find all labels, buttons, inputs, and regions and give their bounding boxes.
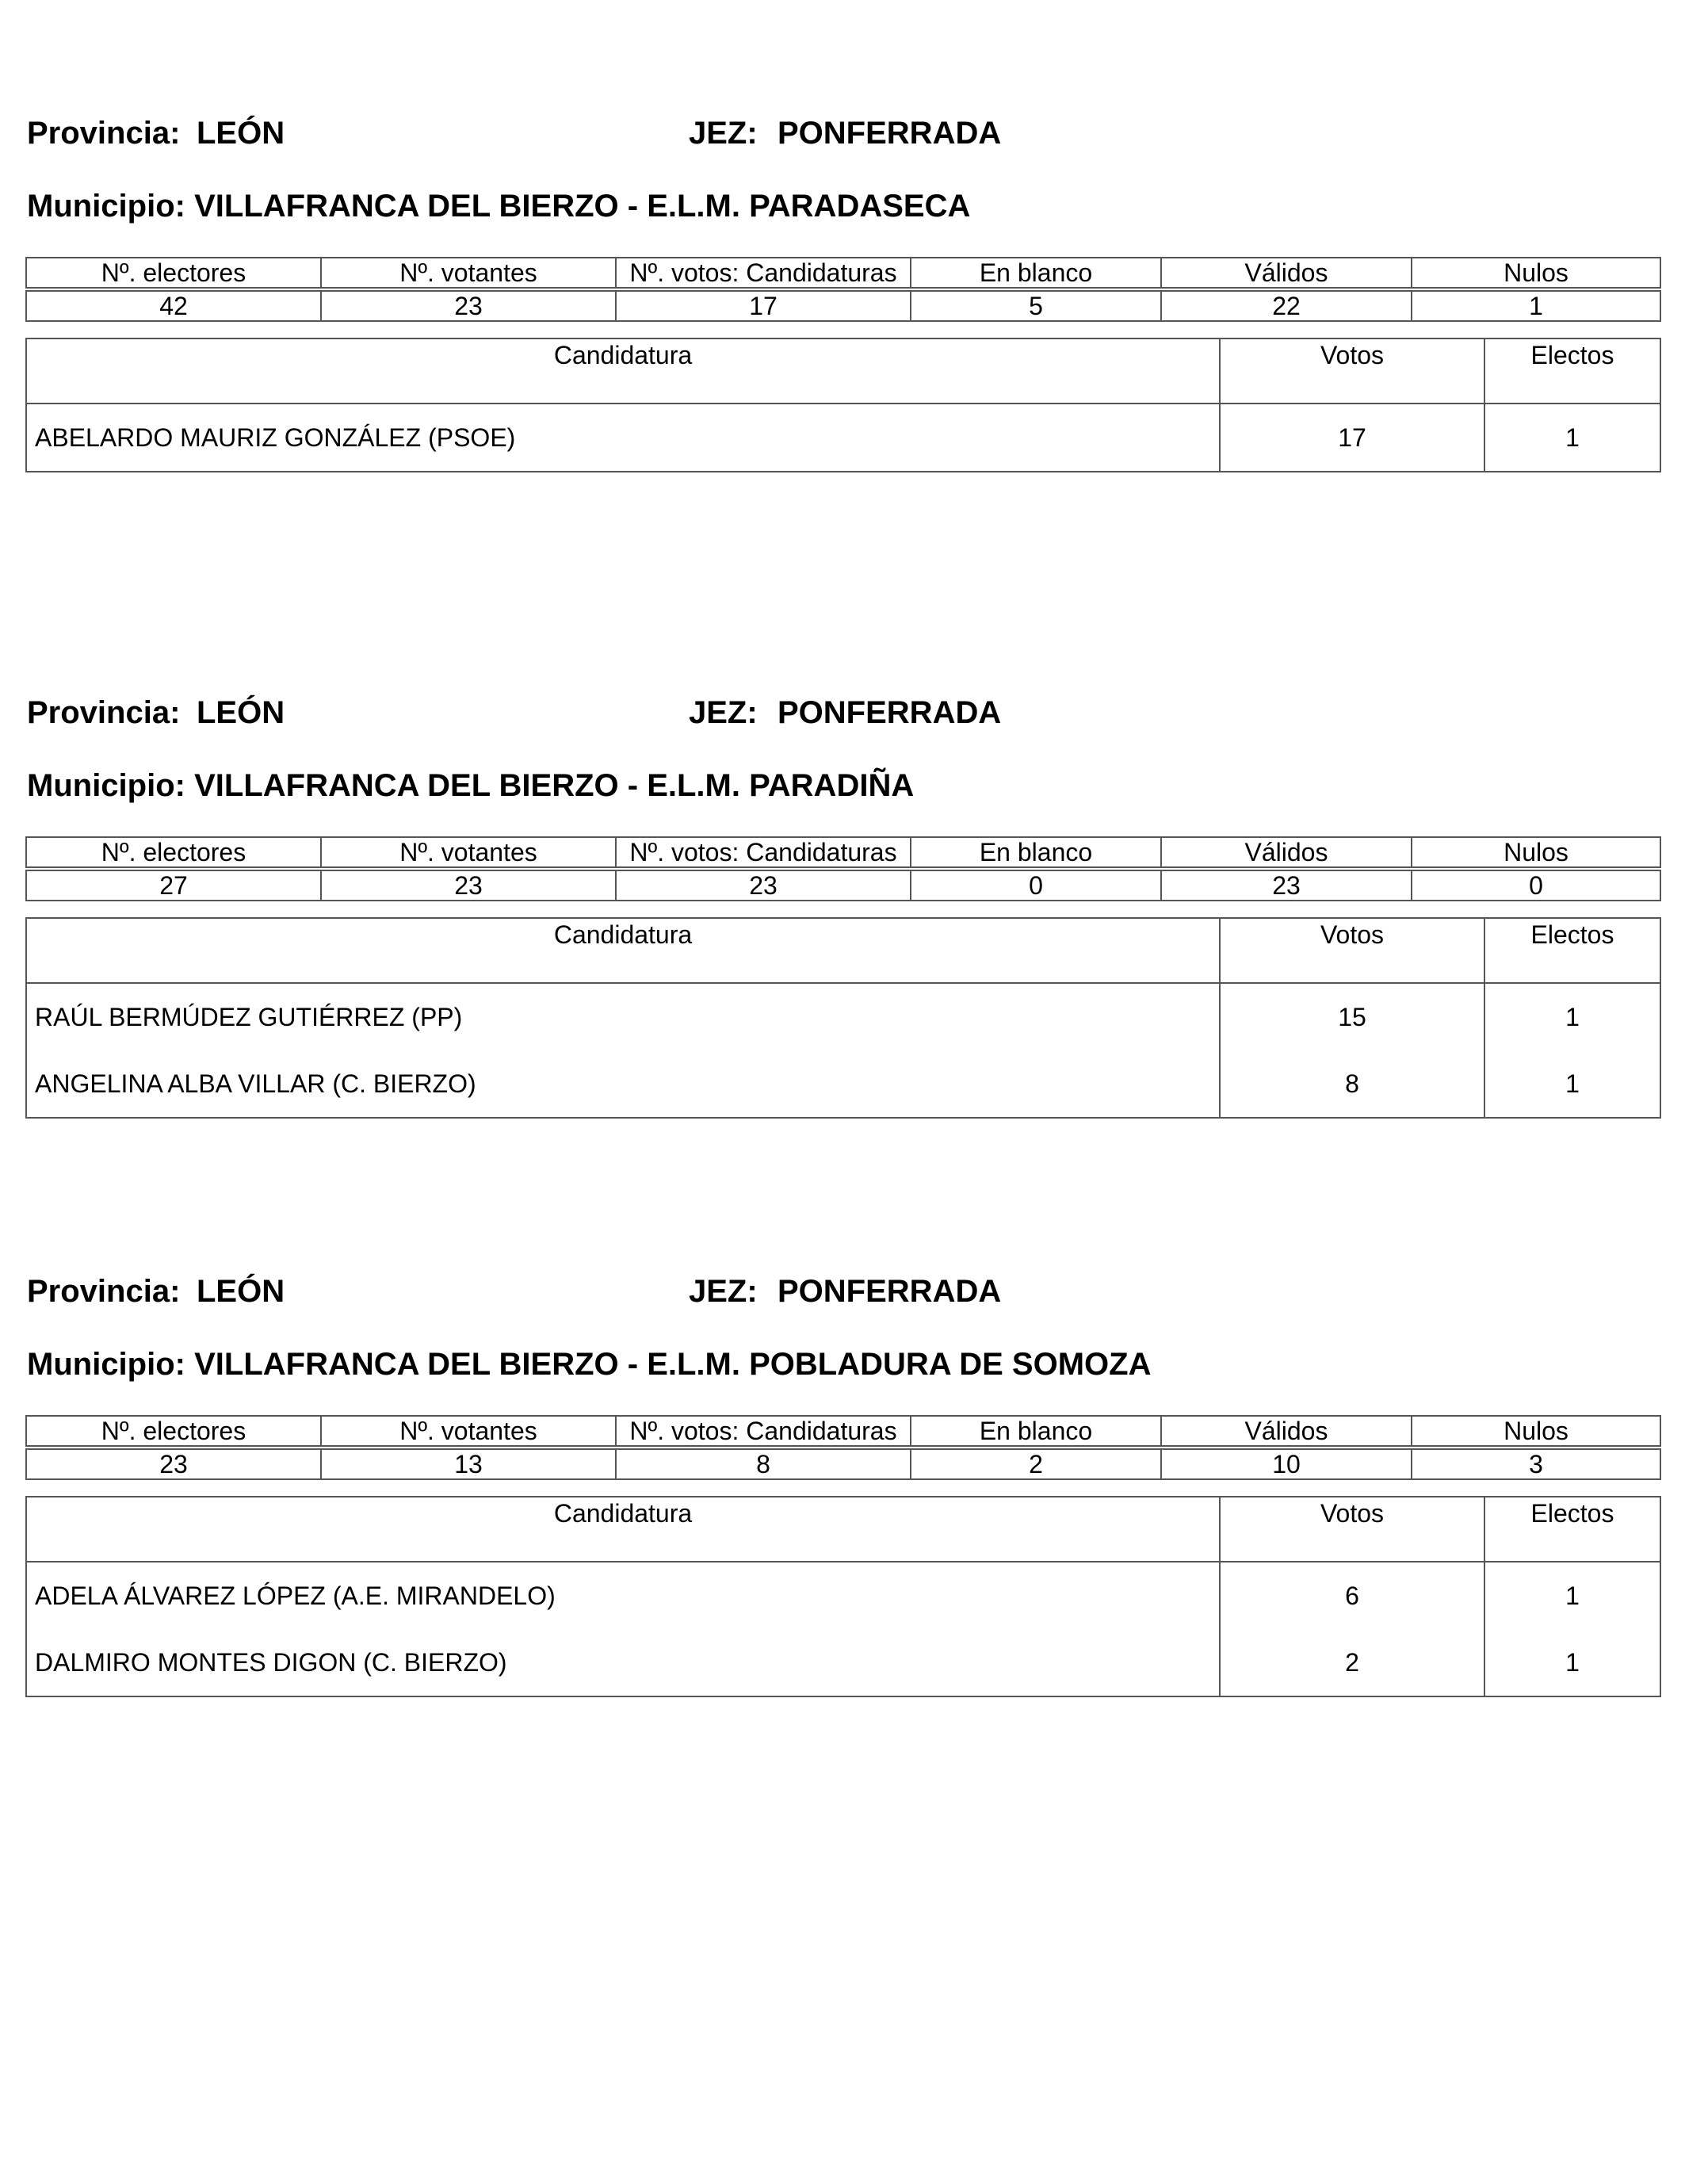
provincia-label: Provincia: bbox=[27, 1274, 181, 1309]
stats-header: Nº. electores bbox=[26, 1416, 321, 1446]
stats-value: 23 bbox=[26, 1449, 321, 1479]
stats-header: Nº. votos: Candidaturas bbox=[616, 837, 911, 867]
candidates-header-row bbox=[26, 339, 1660, 404]
stats-value: 8 bbox=[616, 1449, 911, 1479]
stats-header: Nº. votantes bbox=[321, 837, 616, 867]
stats-value: 42 bbox=[26, 291, 321, 321]
electos-header: Electos bbox=[1484, 339, 1660, 404]
votos-header: Votos bbox=[1220, 339, 1484, 404]
result-section-pobladura bbox=[25, 1274, 1660, 1677]
stats-value-row bbox=[26, 870, 1660, 901]
result-section-paradina bbox=[25, 695, 1660, 1098]
candidates-table bbox=[25, 1496, 1661, 1697]
stats-table bbox=[25, 257, 1661, 322]
table-row bbox=[26, 1562, 1660, 1629]
municipio-row bbox=[27, 189, 970, 224]
stats-header: Nº. votantes bbox=[321, 258, 616, 288]
table-row bbox=[26, 404, 1660, 472]
candidate-electos: 1 bbox=[1484, 1562, 1660, 1629]
stats-header: Nº. votos: Candidaturas bbox=[616, 1416, 911, 1446]
stats-value: 0 bbox=[1412, 870, 1660, 901]
stats-header: Válidos bbox=[1161, 258, 1412, 288]
municipio-label: Municipio: bbox=[27, 189, 185, 224]
stats-header: Nº. electores bbox=[26, 258, 321, 288]
stats-header: En blanco bbox=[911, 837, 1161, 867]
candidatura-header: Candidatura bbox=[26, 339, 1220, 404]
stats-value: 5 bbox=[911, 291, 1161, 321]
electos-header: Electos bbox=[1484, 918, 1660, 983]
jez-label: JEZ: bbox=[689, 695, 758, 730]
provincia-label: Provincia: bbox=[27, 695, 181, 730]
jez-value: PONFERRADA bbox=[778, 1274, 1002, 1309]
candidate-name: ANGELINA ALBA VILLAR (C. BIERZO) bbox=[26, 1050, 1220, 1118]
municipio-row bbox=[27, 1347, 1151, 1383]
jez-value: PONFERRADA bbox=[778, 116, 1002, 151]
stats-value: 17 bbox=[616, 291, 911, 321]
table-row bbox=[26, 1050, 1660, 1118]
jez-value: PONFERRADA bbox=[778, 695, 1002, 730]
candidate-name: ADELA ÁLVAREZ LÓPEZ (A.E. MIRANDELO) bbox=[26, 1562, 1220, 1629]
stats-header: Válidos bbox=[1161, 837, 1412, 867]
candidate-name: DALMIRO MONTES DIGON (C. BIERZO) bbox=[26, 1629, 1220, 1696]
stats-value: 22 bbox=[1161, 291, 1412, 321]
candidates-header-row bbox=[26, 918, 1660, 983]
provincia-value: LEÓN bbox=[197, 695, 285, 730]
stats-header: Nº. votantes bbox=[321, 1416, 616, 1446]
stats-header-row bbox=[26, 837, 1660, 867]
candidatura-header: Candidatura bbox=[26, 918, 1220, 983]
candidate-votos: 2 bbox=[1220, 1629, 1484, 1696]
result-section-paradaseca bbox=[25, 116, 1660, 452]
stats-header: Nº. votos: Candidaturas bbox=[616, 258, 911, 288]
candidates-table bbox=[25, 338, 1661, 472]
provincia-label: Provincia: bbox=[27, 116, 181, 151]
stats-table bbox=[25, 1415, 1661, 1480]
stats-value: 13 bbox=[321, 1449, 616, 1479]
votos-header: Votos bbox=[1220, 918, 1484, 983]
municipio-value: VILLAFRANCA DEL BIERZO - E.L.M. PARADASECA bbox=[194, 189, 971, 224]
candidate-votos: 6 bbox=[1220, 1562, 1484, 1629]
table-row bbox=[26, 983, 1660, 1050]
stats-value: 23 bbox=[321, 870, 616, 901]
municipio-row bbox=[27, 768, 914, 804]
stats-header: En blanco bbox=[911, 258, 1161, 288]
candidates-table bbox=[25, 917, 1661, 1119]
province-row bbox=[25, 695, 1660, 735]
province-row bbox=[25, 116, 1660, 155]
candidate-electos: 1 bbox=[1484, 1629, 1660, 1696]
stats-table bbox=[25, 836, 1661, 901]
stats-value: 3 bbox=[1412, 1449, 1660, 1479]
municipio-value: VILLAFRANCA DEL BIERZO - E.L.M. PARADIÑA bbox=[194, 768, 915, 803]
stats-value: 23 bbox=[1161, 870, 1412, 901]
stats-value-row bbox=[26, 1449, 1660, 1479]
municipio-value: VILLAFRANCA DEL BIERZO - E.L.M. POBLADURA DE SOMOZA bbox=[194, 1347, 1152, 1382]
jez-label: JEZ: bbox=[689, 116, 758, 151]
stats-header: Nulos bbox=[1412, 837, 1660, 867]
stats-value-row bbox=[26, 291, 1660, 321]
stats-header: Nº. electores bbox=[26, 837, 321, 867]
jez-label: JEZ: bbox=[689, 1274, 758, 1309]
electos-header: Electos bbox=[1484, 1497, 1660, 1562]
stats-header: Nulos bbox=[1412, 1416, 1660, 1446]
stats-header: Válidos bbox=[1161, 1416, 1412, 1446]
candidate-votos: 8 bbox=[1220, 1050, 1484, 1118]
candidate-electos: 1 bbox=[1484, 404, 1660, 472]
candidatura-header: Candidatura bbox=[26, 1497, 1220, 1562]
provincia-value: LEÓN bbox=[197, 1274, 285, 1309]
candidates-header-row bbox=[26, 1497, 1660, 1562]
votos-header: Votos bbox=[1220, 1497, 1484, 1562]
stats-value: 1 bbox=[1412, 291, 1660, 321]
stats-header-row bbox=[26, 258, 1660, 288]
municipio-label: Municipio: bbox=[27, 768, 185, 803]
candidate-name: RAÚL BERMÚDEZ GUTIÉRREZ (PP) bbox=[26, 983, 1220, 1050]
stats-value: 10 bbox=[1161, 1449, 1412, 1479]
stats-value: 23 bbox=[616, 870, 911, 901]
stats-value: 2 bbox=[911, 1449, 1161, 1479]
stats-value: 27 bbox=[26, 870, 321, 901]
stats-header: Nulos bbox=[1412, 258, 1660, 288]
candidate-votos: 17 bbox=[1220, 404, 1484, 472]
stats-value: 0 bbox=[911, 870, 1161, 901]
stats-header: En blanco bbox=[911, 1416, 1161, 1446]
candidate-votos: 15 bbox=[1220, 983, 1484, 1050]
province-row bbox=[25, 1274, 1660, 1314]
candidate-electos: 1 bbox=[1484, 983, 1660, 1050]
municipio-label: Municipio: bbox=[27, 1347, 185, 1382]
provincia-value: LEÓN bbox=[197, 116, 285, 151]
candidate-electos: 1 bbox=[1484, 1050, 1660, 1118]
stats-value: 23 bbox=[321, 291, 616, 321]
stats-header-row bbox=[26, 1416, 1660, 1446]
table-row bbox=[26, 1629, 1660, 1696]
candidate-name: ABELARDO MAURIZ GONZÁLEZ (PSOE) bbox=[26, 404, 1220, 472]
